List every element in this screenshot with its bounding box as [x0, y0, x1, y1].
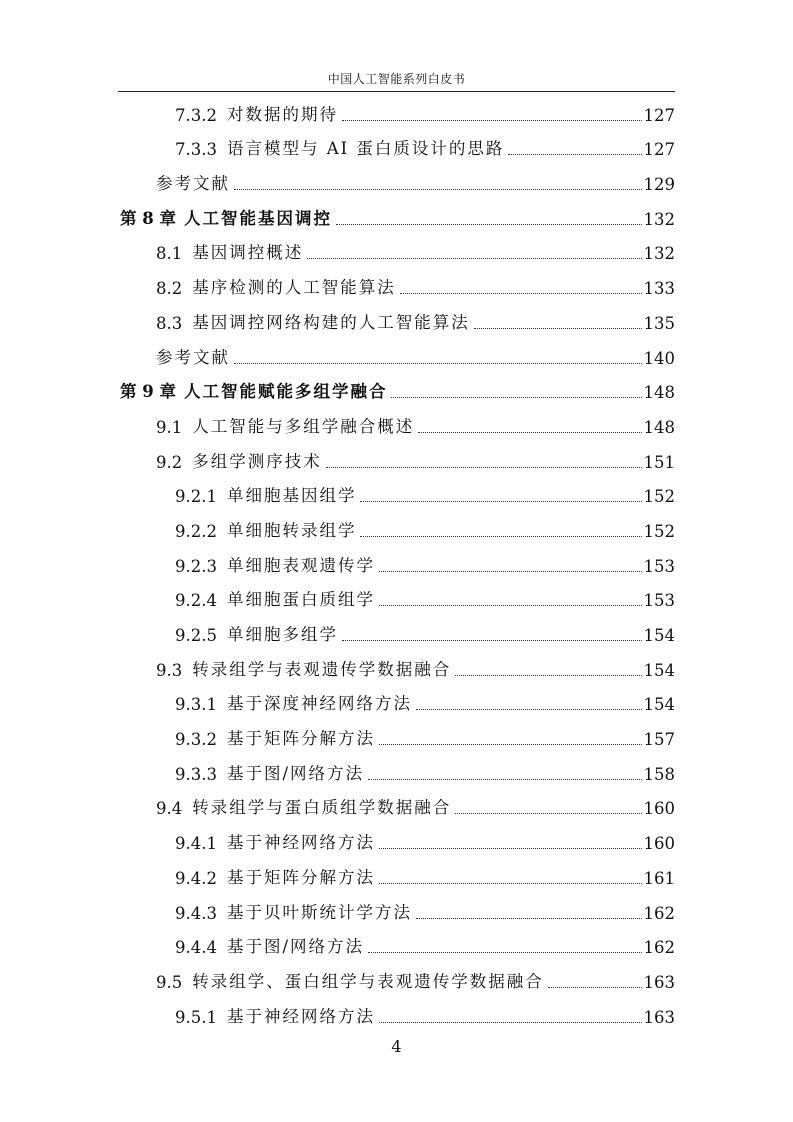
- toc-entry-number: 9.4.3: [175, 903, 217, 923]
- toc-entry-title: 单细胞基因组学: [226, 486, 357, 506]
- dot-leader: [379, 559, 642, 572]
- toc-entry-page: 154: [643, 626, 675, 645]
- toc-entry-title: 语言模型与 AI 蛋白质设计的思路: [226, 139, 505, 159]
- toc-entry[interactable]: [118, 751, 675, 786]
- dot-leader: [418, 420, 641, 433]
- toc-entry-page: 127: [643, 105, 675, 125]
- toc-entry-page: 162: [643, 938, 675, 958]
- toc-entry[interactable]: [118, 716, 675, 751]
- toc-entry-number: 9.2: [156, 452, 183, 472]
- dot-leader: [336, 212, 642, 225]
- toc-entry[interactable]: [118, 404, 675, 439]
- toc-entry-number: 7.3.3: [175, 140, 217, 160]
- toc-entry[interactable]: [118, 647, 675, 682]
- toc-entry-page: 140: [643, 348, 675, 368]
- toc-entry-number: 9.1: [156, 417, 183, 437]
- toc-entry-number: 9.4.2: [175, 868, 217, 888]
- dot-leader: [379, 1010, 642, 1023]
- toc-entry-title: 基于图/网络方法: [226, 763, 365, 783]
- toc-entry-title: 基于神经网络方法: [226, 833, 375, 853]
- toc-entry[interactable]: [118, 994, 675, 1029]
- dot-leader: [368, 940, 641, 953]
- toc-entry-title: 基因调控网络构建的人工智能算法: [192, 312, 470, 332]
- toc-entry-number: 9.3: [156, 660, 183, 680]
- table-of-contents: [118, 92, 675, 1029]
- toc-chapter-entry[interactable]: [118, 370, 675, 405]
- toc-entry[interactable]: [118, 161, 675, 196]
- page-number: 4: [391, 1037, 402, 1056]
- toc-entry[interactable]: [118, 890, 675, 925]
- toc-entry-page: 160: [643, 834, 675, 854]
- toc-entry-number: 9.2.3: [175, 556, 217, 576]
- toc-entry-number: 9.4: [156, 799, 183, 819]
- toc-entry-title: 单细胞表观遗传学: [226, 555, 375, 575]
- toc-entry-page: 135: [643, 313, 675, 333]
- dot-leader: [342, 628, 642, 641]
- toc-entry[interactable]: [118, 335, 675, 370]
- toc-entry-page: 154: [643, 695, 675, 715]
- toc-entry[interactable]: [118, 474, 675, 509]
- toc-entry-title: 参考文献: [156, 347, 230, 367]
- dot-leader: [391, 385, 641, 398]
- toc-entry[interactable]: [118, 612, 675, 647]
- toc-entry-page: 148: [643, 383, 675, 403]
- toc-entry-title: 基于矩阵分解方法: [226, 729, 375, 749]
- toc-entry-title: 单细胞蛋白质组学: [226, 590, 375, 610]
- toc-entry-page: 153: [643, 591, 675, 611]
- toc-entry-number: 9.3.2: [175, 730, 217, 750]
- toc-entry-number: 9.2.1: [175, 487, 217, 507]
- dot-leader: [360, 489, 641, 502]
- toc-entry-number: 9.5: [156, 972, 183, 992]
- toc-entry-number: 第 8 章: [120, 208, 176, 228]
- toc-entry-number: 9.3.1: [175, 695, 217, 715]
- toc-entry-title: 参考文献: [156, 174, 230, 194]
- toc-entry[interactable]: [118, 300, 675, 335]
- dot-leader: [234, 351, 642, 364]
- toc-entry-page: 151: [643, 452, 675, 472]
- toc-entry-number: 第 9 章: [120, 382, 176, 402]
- dot-leader: [400, 281, 642, 294]
- dot-leader: [342, 108, 642, 121]
- toc-entry-title: 基于图/网络方法: [226, 937, 365, 957]
- dot-leader: [508, 142, 641, 155]
- dot-leader: [455, 801, 641, 814]
- toc-entry[interactable]: [118, 855, 675, 890]
- toc-entry-title: 对数据的期待: [226, 104, 338, 124]
- toc-entry-number: 9.2.4: [175, 591, 217, 611]
- toc-entry-title: 多组学测序技术: [192, 451, 322, 471]
- toc-entry[interactable]: [118, 820, 675, 855]
- toc-entry[interactable]: [118, 127, 675, 162]
- running-head: 中国人工智能系列白皮书: [327, 72, 466, 86]
- toc-entry-title: 单细胞转录组学: [226, 520, 357, 540]
- toc-entry-page: 153: [643, 556, 675, 576]
- toc-entry-title: 基序检测的人工智能算法: [192, 278, 396, 298]
- toc-entry-title: 基因调控概述: [192, 243, 304, 263]
- toc-entry[interactable]: [118, 92, 675, 127]
- toc-entry[interactable]: [118, 682, 675, 717]
- toc-entry-title: 转录组学与表观遗传学数据融合: [192, 659, 452, 679]
- toc-entry-page: 132: [643, 209, 675, 229]
- toc-entry-number: 9.3.3: [175, 764, 217, 784]
- toc-entry-page: 162: [643, 903, 675, 923]
- toc-entry-page: 154: [643, 660, 675, 680]
- toc-entry-title: 人工智能基因调控: [183, 208, 332, 228]
- toc-entry-title: 基于矩阵分解方法: [226, 867, 375, 887]
- toc-entry-page: 152: [643, 487, 675, 507]
- toc-entry[interactable]: [118, 786, 675, 821]
- dot-leader: [474, 316, 642, 329]
- toc-chapter-entry[interactable]: [118, 196, 675, 231]
- toc-entry[interactable]: [118, 439, 675, 474]
- dot-leader: [416, 906, 642, 919]
- dot-leader: [379, 836, 642, 849]
- toc-entry-page: 148: [643, 417, 675, 437]
- toc-entry-page: 152: [643, 521, 675, 541]
- dot-leader: [326, 455, 642, 468]
- toc-entry-title: 人工智能与多组学融合概述: [192, 416, 415, 436]
- toc-entry-page: 163: [643, 972, 675, 992]
- toc-entry-number: 9.4.4: [175, 938, 217, 958]
- toc-entry[interactable]: [118, 925, 675, 960]
- toc-entry-page: 129: [643, 175, 675, 195]
- toc-entry-number: 9.2.5: [175, 626, 217, 645]
- toc-entry[interactable]: [118, 543, 675, 578]
- dot-leader: [455, 663, 641, 676]
- dot-leader: [548, 975, 642, 988]
- toc-entry-page: 160: [643, 799, 675, 819]
- toc-entry-number: 8.2: [156, 279, 183, 299]
- toc-entry-page: 161: [643, 868, 675, 888]
- toc-entry-number: 8.3: [156, 313, 183, 333]
- dot-leader: [307, 246, 641, 259]
- toc-entry-title: 基于深度神经网络方法: [226, 694, 412, 714]
- dot-leader: [360, 524, 641, 537]
- dot-leader: [368, 767, 641, 780]
- dot-leader: [234, 177, 642, 190]
- dot-leader: [379, 871, 642, 884]
- toc-entry-page: 127: [643, 140, 675, 160]
- dot-leader: [416, 697, 642, 710]
- toc-entry-page: 163: [643, 1007, 675, 1027]
- toc-entry-number: 8.1: [156, 244, 183, 264]
- toc-entry[interactable]: [118, 959, 675, 994]
- toc-entry[interactable]: [118, 265, 675, 300]
- toc-entry[interactable]: [118, 508, 675, 543]
- toc-entry-number: 9.4.1: [175, 834, 217, 854]
- toc-entry[interactable]: [118, 578, 675, 613]
- toc-entry-title: 人工智能赋能多组学融合: [183, 382, 388, 402]
- toc-entry-title: 转录组学、蛋白组学与表观遗传学数据融合: [192, 971, 544, 991]
- toc-entry-number: 7.3.2: [175, 105, 217, 125]
- toc-entry-title: 单细胞多组学: [226, 625, 338, 644]
- toc-entry[interactable]: [118, 231, 675, 266]
- toc-entry-page: 158: [643, 764, 675, 784]
- dot-leader: [379, 732, 642, 745]
- toc-entry-number: 9.5.1: [175, 1007, 217, 1027]
- toc-entry-title: 基于神经网络方法: [226, 1006, 375, 1026]
- dot-leader: [379, 593, 642, 606]
- toc-entry-title: 基于贝叶斯统计学方法: [226, 902, 412, 922]
- toc-entry-page: 133: [643, 279, 675, 299]
- toc-entry-page: 132: [643, 244, 675, 264]
- toc-entry-number: 9.2.2: [175, 521, 217, 541]
- toc-entry-page: 157: [643, 730, 675, 750]
- toc-entry-title: 转录组学与蛋白质组学数据融合: [192, 798, 452, 818]
